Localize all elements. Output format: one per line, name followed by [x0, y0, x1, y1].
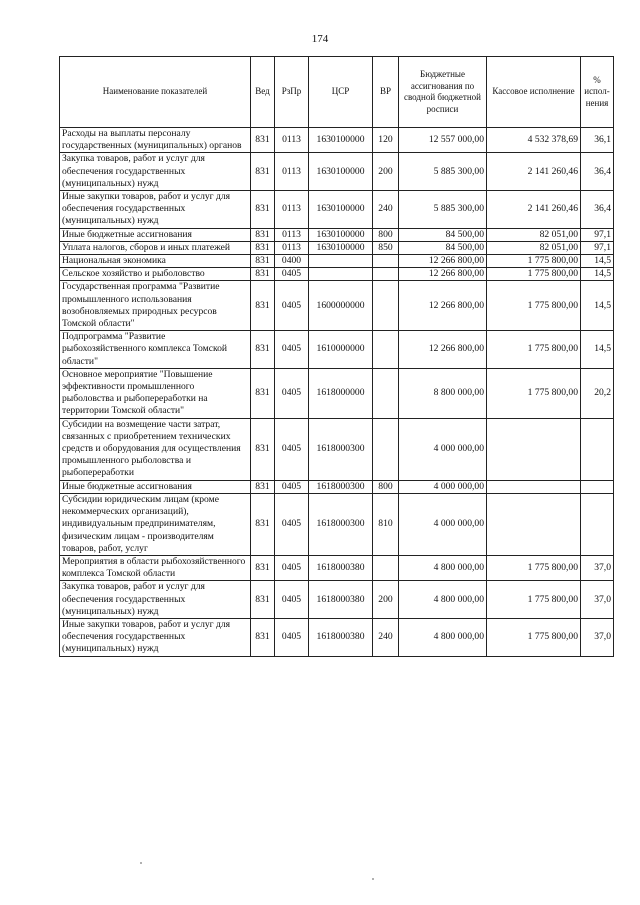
cell-ved: 831	[251, 128, 275, 153]
cell-cash: 82 051,00	[487, 241, 581, 254]
header-name: Наименование показателей	[60, 57, 251, 128]
cell-budget: 12 266 800,00	[399, 281, 487, 331]
table-row	[60, 241, 614, 254]
cell-name: Субсидии на возмещение части затрат, связанных с приобретением технических средств и оборудования для осуществления промышленного рыболовства и рыбопереработки	[60, 418, 251, 480]
cell-pct: 14,5	[581, 331, 614, 369]
cell-pct: 20,2	[581, 368, 614, 418]
cell-cash: 1 775 800,00	[487, 331, 581, 369]
cell-pct: 97,1	[581, 241, 614, 254]
cell-budget: 4 800 000,00	[399, 618, 487, 656]
cell-vr: 800	[373, 480, 399, 493]
cell-vr	[373, 331, 399, 369]
cell-vr: 240	[373, 618, 399, 656]
cell-pct: 36,4	[581, 191, 614, 229]
cell-csr: 1618000380	[309, 581, 373, 619]
cell-cash: 1 775 800,00	[487, 555, 581, 580]
cell-ved: 831	[251, 255, 275, 268]
cell-budget: 4 000 000,00	[399, 493, 487, 555]
cell-csr: 1618000300	[309, 418, 373, 480]
cell-vr: 850	[373, 241, 399, 254]
cell-cash: 1 775 800,00	[487, 255, 581, 268]
cell-cash	[487, 493, 581, 555]
cell-name: Основное мероприятие "Повышение эффективности промышленного рыболовства и рыбопереработки на территории Томской области"	[60, 368, 251, 418]
cell-cash: 2 141 260,46	[487, 153, 581, 191]
cell-rzpr: 0405	[275, 368, 309, 418]
cell-csr: 1600000000	[309, 281, 373, 331]
cell-csr: 1618000000	[309, 368, 373, 418]
cell-name: Подпрограмма "Развитие рыбохозяйственного комплекса Томской области"	[60, 331, 251, 369]
cell-pct	[581, 493, 614, 555]
header-budget: Бюджетные ассигнования по сводной бюджетной росписи	[399, 57, 487, 128]
cell-vr: 200	[373, 153, 399, 191]
table-row	[60, 368, 614, 418]
cell-csr: 1630100000	[309, 241, 373, 254]
cell-pct: 14,5	[581, 268, 614, 281]
cell-vr: 200	[373, 581, 399, 619]
header-cash: Кассовое исполнение	[487, 57, 581, 128]
cell-vr: 810	[373, 493, 399, 555]
table-row	[60, 493, 614, 555]
cell-ved: 831	[251, 228, 275, 241]
cell-ved: 831	[251, 191, 275, 229]
cell-pct	[581, 480, 614, 493]
cell-pct: 37,0	[581, 555, 614, 580]
cell-rzpr: 0405	[275, 331, 309, 369]
cell-cash: 1 775 800,00	[487, 618, 581, 656]
cell-budget: 84 500,00	[399, 228, 487, 241]
scan-speck	[372, 878, 374, 880]
cell-budget: 4 000 000,00	[399, 480, 487, 493]
cell-name: Мероприятия в области рыбохозяйственного комплекса Томской области	[60, 555, 251, 580]
cell-rzpr: 0113	[275, 128, 309, 153]
cell-ved: 831	[251, 581, 275, 619]
scan-speck	[140, 862, 142, 864]
cell-name: Государственная программа "Развитие промышленного использования возобновляемых природных ресурсов Томской области"	[60, 281, 251, 331]
cell-rzpr: 0113	[275, 228, 309, 241]
cell-name: Иные закупки товаров, работ и услуг для обеспечения государственных (муниципальных) нужд	[60, 191, 251, 229]
cell-name: Сельское хозяйство и рыболовство	[60, 268, 251, 281]
cell-vr: 800	[373, 228, 399, 241]
cell-name: Закупка товаров, работ и услуг для обеспечения государственных (муниципальных) нужд	[60, 581, 251, 619]
table-row	[60, 268, 614, 281]
table-row	[60, 281, 614, 331]
cell-csr: 1630100000	[309, 128, 373, 153]
table-row	[60, 331, 614, 369]
cell-name: Субсидии юридическим лицам (кроме некоммерческих организаций), индивидуальным предпринимателям, физическим лицам - производителям товаров, работ, услуг	[60, 493, 251, 555]
table-row	[60, 418, 614, 480]
cell-vr	[373, 281, 399, 331]
cell-budget: 84 500,00	[399, 241, 487, 254]
cell-rzpr: 0113	[275, 153, 309, 191]
cell-csr: 1618000300	[309, 493, 373, 555]
cell-ved: 831	[251, 480, 275, 493]
table-row	[60, 555, 614, 580]
table-row	[60, 618, 614, 656]
cell-cash	[487, 480, 581, 493]
cell-pct: 37,0	[581, 618, 614, 656]
cell-vr	[373, 255, 399, 268]
cell-budget: 4 800 000,00	[399, 555, 487, 580]
table-row	[60, 581, 614, 619]
cell-cash: 1 775 800,00	[487, 581, 581, 619]
cell-vr	[373, 368, 399, 418]
cell-rzpr: 0405	[275, 581, 309, 619]
cell-vr: 240	[373, 191, 399, 229]
cell-pct: 37,0	[581, 581, 614, 619]
cell-csr: 1618000380	[309, 555, 373, 580]
cell-name: Национальная экономика	[60, 255, 251, 268]
cell-ved: 831	[251, 268, 275, 281]
cell-csr: 1610000000	[309, 331, 373, 369]
cell-csr	[309, 268, 373, 281]
cell-ved: 831	[251, 331, 275, 369]
cell-rzpr: 0113	[275, 241, 309, 254]
cell-rzpr: 0113	[275, 191, 309, 229]
cell-cash: 82 051,00	[487, 228, 581, 241]
table-row	[60, 228, 614, 241]
cell-cash: 1 775 800,00	[487, 268, 581, 281]
cell-pct: 36,4	[581, 153, 614, 191]
cell-csr	[309, 255, 373, 268]
cell-pct: 36,1	[581, 128, 614, 153]
cell-ved: 831	[251, 153, 275, 191]
cell-rzpr: 0405	[275, 618, 309, 656]
cell-vr	[373, 418, 399, 480]
cell-vr: 120	[373, 128, 399, 153]
cell-budget: 12 266 800,00	[399, 268, 487, 281]
cell-rzpr: 0405	[275, 418, 309, 480]
cell-csr: 1630100000	[309, 153, 373, 191]
cell-ved: 831	[251, 418, 275, 480]
cell-pct: 14,5	[581, 281, 614, 331]
cell-rzpr: 0405	[275, 555, 309, 580]
cell-rzpr: 0405	[275, 493, 309, 555]
cell-vr	[373, 555, 399, 580]
cell-cash: 2 141 260,46	[487, 191, 581, 229]
cell-cash: 4 532 378,69	[487, 128, 581, 153]
table-row	[60, 153, 614, 191]
cell-name: Расходы на выплаты персоналу государственных (муниципальных) органов	[60, 128, 251, 153]
table-row	[60, 255, 614, 268]
cell-csr: 1618000300	[309, 480, 373, 493]
cell-ved: 831	[251, 555, 275, 580]
cell-ved: 831	[251, 241, 275, 254]
table-header-row	[60, 57, 614, 128]
cell-name: Закупка товаров, работ и услуг для обеспечения государственных (муниципальных) нужд	[60, 153, 251, 191]
cell-csr: 1630100000	[309, 228, 373, 241]
cell-rzpr: 0405	[275, 480, 309, 493]
cell-budget: 12 266 800,00	[399, 331, 487, 369]
cell-pct	[581, 418, 614, 480]
cell-budget: 5 885 300,00	[399, 153, 487, 191]
cell-rzpr: 0405	[275, 268, 309, 281]
cell-vr	[373, 268, 399, 281]
cell-budget: 8 800 000,00	[399, 368, 487, 418]
header-csr: ЦСР	[309, 57, 373, 128]
cell-rzpr: 0400	[275, 255, 309, 268]
cell-rzpr: 0405	[275, 281, 309, 331]
cell-cash	[487, 418, 581, 480]
header-pct: % испол-нения	[581, 57, 614, 128]
table-row	[60, 480, 614, 493]
cell-csr: 1618000380	[309, 618, 373, 656]
cell-pct: 97,1	[581, 228, 614, 241]
cell-name: Иные бюджетные ассигнования	[60, 228, 251, 241]
cell-name: Уплата налогов, сборов и иных платежей	[60, 241, 251, 254]
header-vr: ВР	[373, 57, 399, 128]
cell-cash: 1 775 800,00	[487, 281, 581, 331]
cell-name: Иные закупки товаров, работ и услуг для обеспечения государственных (муниципальных) нужд	[60, 618, 251, 656]
cell-csr: 1630100000	[309, 191, 373, 229]
cell-ved: 831	[251, 281, 275, 331]
cell-budget: 12 557 000,00	[399, 128, 487, 153]
cell-ved: 831	[251, 493, 275, 555]
cell-pct: 14,5	[581, 255, 614, 268]
budget-execution-table	[59, 56, 614, 657]
cell-budget: 5 885 300,00	[399, 191, 487, 229]
cell-name: Иные бюджетные ассигнования	[60, 480, 251, 493]
table-row	[60, 128, 614, 153]
cell-budget: 12 266 800,00	[399, 255, 487, 268]
header-rzpr: РзПр	[275, 57, 309, 128]
table-row	[60, 191, 614, 229]
cell-budget: 4 800 000,00	[399, 581, 487, 619]
table-body	[60, 128, 614, 657]
cell-ved: 831	[251, 618, 275, 656]
page-number: 174	[311, 33, 329, 45]
cell-ved: 831	[251, 368, 275, 418]
cell-budget: 4 000 000,00	[399, 418, 487, 480]
cell-cash: 1 775 800,00	[487, 368, 581, 418]
header-ved: Вед	[251, 57, 275, 128]
